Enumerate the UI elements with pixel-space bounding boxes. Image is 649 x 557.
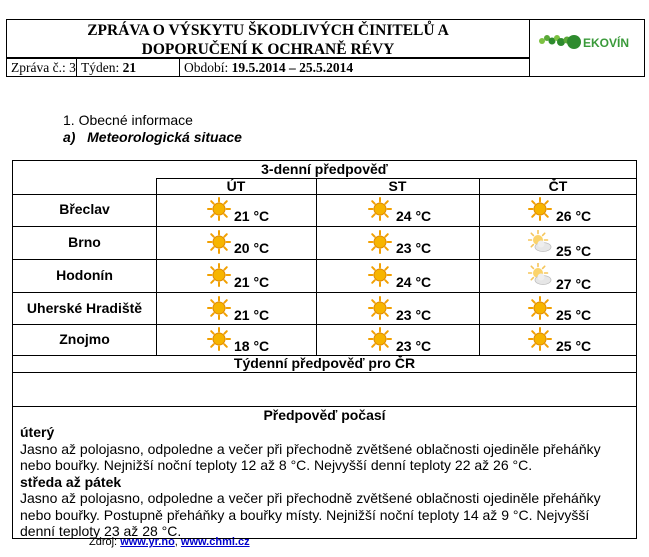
week-value: 21 [122,60,137,75]
week-cell [77,59,180,76]
weather-line: nebo bouřky. Postupně přeháňky a bouřky místy. Nejnižší noční teploty 14 až 9 °C. Nejvyšší [20,506,590,523]
report-number: Zpráva č.: 3 [7,59,77,76]
sun-icon [368,263,392,287]
temperature: 27 °C [556,276,592,292]
sun-icon [207,230,231,254]
logo-box [529,19,645,77]
period-value: 19.5.2014 – 25.5.2014 [231,60,354,75]
report-title [6,19,529,58]
sun-icon [528,197,552,221]
temperature: 24 °C [396,208,432,224]
forecast-table [12,160,637,539]
weather-line: Jasno až polojasno, odpoledne a večer při přechodně zvětšené oblačnosti ojediněle přeháňky [20,440,601,457]
weather-line: denní teploty 23 až 28 °C. [20,523,182,539]
period-label: Období: [184,60,229,75]
sun-icon [207,296,231,320]
title-line-1: ZPRÁVA O VÝSKYTU ŠKODLIVÝCH ČINITELŮ A [87,22,449,39]
temperature: 23 °C [396,338,432,354]
subheading-text: Meteorologická situace [87,129,242,145]
source-label: Zdroj: [89,536,118,548]
day-header-2: ST [388,178,407,194]
ekovin-logo [530,20,644,76]
sun-icon [207,327,231,351]
section-subheading [63,129,242,145]
city-name: Uherské Hradiště [26,300,143,316]
temperature: 21 °C [234,208,270,224]
sun-icon [207,197,231,221]
title-line-2: DOPORUČENÍ K OCHRANĚ RÉVY [141,41,395,58]
logo-text: EKOVÍN [583,36,630,50]
sun-icon [368,230,392,254]
day-header-1: ÚT [226,178,246,194]
sun-icon [368,327,392,351]
period-cell [180,59,353,76]
source-link-chmi[interactable]: www.chmi.cz [180,536,250,548]
sun-icon [368,197,392,221]
subheading-marker: a) [63,129,76,145]
weather-day-label: středa až pátek [20,473,122,490]
partly-cloudy-icon [528,230,552,254]
temperature: 23 °C [396,307,432,323]
temperature: 21 °C [234,307,270,323]
sun-icon [528,296,552,320]
temperature: 25 °C [556,243,592,259]
partly-cloudy-icon [528,263,552,287]
week-label: Týden: [81,60,120,75]
temperature: 20 °C [234,240,270,256]
temperature: 18 °C [234,338,270,354]
sun-icon [528,327,552,351]
source-line [89,536,250,548]
sun-icon [207,263,231,287]
city-name: Hodonín [56,267,113,283]
weather-day-label: úterý [20,424,55,440]
temperature: 23 °C [396,240,432,256]
temperature: 21 °C [234,274,270,290]
temperature: 25 °C [556,307,592,323]
report-meta-row [6,58,529,77]
weather-line: nebo bouřky. Nejnižší noční teploty 12 až 8 °C. Nejvyšší denní teploty 22 až 26 °C. [20,457,533,473]
forecast3-title: 3-denní předpověď [261,161,388,177]
temperature: 26 °C [556,208,592,224]
source-link-yr[interactable]: www.yr.no [120,536,175,548]
sun-icon [368,296,392,320]
weather-text [20,424,632,540]
temperature: 25 °C [556,338,592,354]
section-heading: 1. Obecné informace [63,112,193,128]
city-name: Břeclav [59,201,110,217]
weekly-title: Týdenní předpověď pro ČR [233,355,416,371]
day-header-3: ČT [548,178,568,194]
source-separator: , [174,536,178,548]
temperature: 24 °C [396,274,432,290]
city-name: Brno [68,234,101,250]
weather-line: Jasno až polojasno, odpoledne a večer při přechodně zvětšené oblačnosti ojediněle přeháňky [20,490,601,506]
city-name: Znojmo [59,331,110,347]
weather-title: Předpověď počasí [263,407,386,423]
